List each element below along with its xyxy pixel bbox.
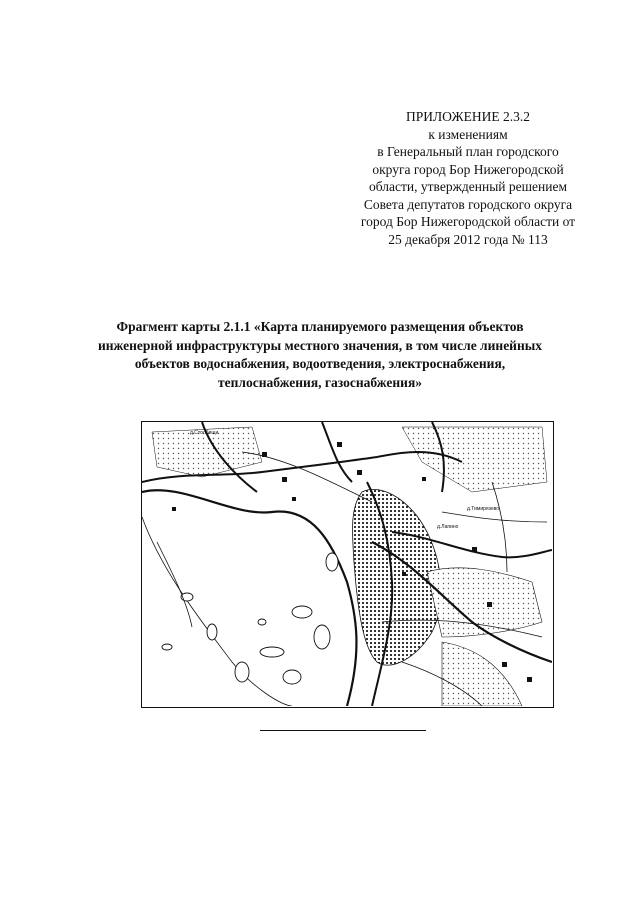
urban-area-south [442,642,522,706]
heading-line: Фрагмент карты 2.1.1 «Карта планируемого размещения объектов [116,319,524,334]
urban-area [352,489,441,665]
heading-line: инженерной инфраструктуры местного значения, в том числе линейных [97,337,543,353]
islands [162,553,338,684]
north-east-settlement [402,427,547,492]
heading-line: объектов водоснабжения, водоотведения, электроснабжения, [134,356,506,371]
appendix-line: области, утвержденный решением [369,179,567,194]
appendix-line: округа город Бор Нижегородской [372,161,564,177]
urban-area-east [427,568,542,637]
heading-line: теплоснабжения, газоснабжения» [218,374,422,390]
map-label-timiryazevo: д.Тимирязево [467,506,499,512]
appendix-header [330,108,606,248]
appendix-line: в Генеральный план городского [377,144,559,159]
map-drawing [142,422,552,706]
map-fragment-title [80,318,560,392]
appendix-line: город Бор Нижегородской области от [360,214,576,229]
appendix-title: ПРИЛОЖЕНИЕ 2.3.2 [405,109,531,124]
appendix-line: 25 декабря 2012 года № 113 [388,231,548,247]
appendix-line: к изменениям [428,126,508,142]
closing-rule [260,730,426,731]
map-label-stolbishchi: д.Столбищи [190,430,219,436]
map-fragment-image [141,421,554,708]
appendix-line: Совета депутатов городского округа [363,196,573,212]
river-bank-south [142,517,292,706]
map-label-lapino: д.Лапино [437,524,459,530]
